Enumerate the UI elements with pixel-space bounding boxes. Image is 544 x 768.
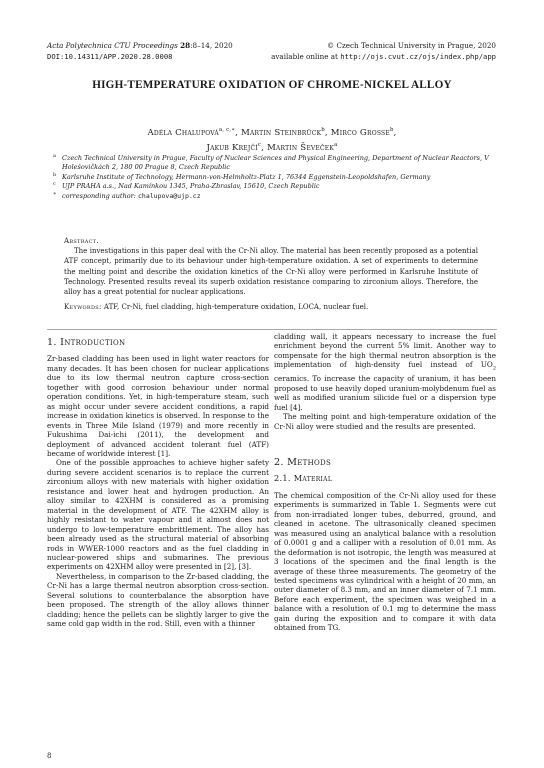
section-heading-introduction: 1. Introduction bbox=[47, 337, 126, 348]
copyright-text: © Czech Technical University in Prague, 2020 bbox=[327, 41, 496, 50]
copyright-header bbox=[271, 40, 496, 62]
author-4: Jakub Krejčí$^c$, bbox=[206, 141, 267, 153]
subsection-heading-material: 2.1. Material bbox=[274, 473, 333, 484]
author-5: Martin Ševeček$^a$ bbox=[266, 141, 338, 153]
journal-volume: 28 bbox=[180, 41, 191, 50]
corresponding-author: ∗ corresponding author: chalupova@ujp.cz bbox=[53, 190, 201, 200]
affiliation-c: c UJP PRAHA a.s., Nad Kamínkou 1345, Praha-Zbraslav, 15610, Czech Republic bbox=[53, 181, 320, 191]
journal-pages: :8–14, 2020 bbox=[190, 41, 233, 50]
abstract-block bbox=[64, 236, 478, 312]
intro-paragraph-1: Zr-based cladding has been used in light water reactors for many decades. It has been chosen for nuclear applications due to its low thermal neutron capture cross-section together with good corrosion behaviour under normal operation conditions. Yet, in high-temperature steam, such as might occur under severe accident conditions, a rapid increase in oxidation kinetics is observed. In response to the events in Three Mile Island (1979) and more recently in Fukushima Dai-ichi (2011), the development and deployment of advanced accident tolerant fuel (ATF) became of worldwide interest [1]. bbox=[47, 354, 269, 458]
journal-url-link[interactable]: http://ojs.cvut.cz/ojs/index.php/app bbox=[340, 52, 496, 61]
affiliation-a: a Czech Technical University in Prague, Faculty of Nuclear Sciences and Physical Engineering, Department of Nuclear Reactors, V Holešovičkách 2, 180 00 Prague 8, Czech Republic bbox=[53, 153, 489, 172]
author-3: Mirco Grosse$^b$, bbox=[330, 127, 397, 138]
abstract-label: Abstract. bbox=[64, 237, 99, 245]
intro-paragraph-5: The melting point and high-temperature oxidation of the Cr-Ni alloy were studied and the results are presented. bbox=[274, 412, 496, 431]
author-list bbox=[60, 124, 484, 154]
intro-paragraph-2: One of the possible approaches to achieve higher safety during severe accident scenarios is to replace the current zirconium alloys with new materials with higher oxidation resistance and lower heat and hydrogen production. An alloy similar to 42XHM is considered as a promising material in the development of ATF. The 42XHM alloy is highly resistant to water vapour and it almost does not undergo to low-temperature embrittlement. The alloy has been already used as the structural material of absorbing rods in WWER-1000 reactors and as the fuel cladding in nuclear-powered ships and submarines. The previous experiments on 42XHM alloy were presented in [2], [3]. bbox=[47, 458, 269, 572]
page-number: 8 bbox=[47, 752, 52, 760]
journal-name: Acta Polytechnica CTU Proceedings bbox=[47, 41, 178, 50]
author-1: Adéla Chalupová$^{a, c,∗}$, bbox=[147, 127, 242, 138]
methods-paragraph-1: The chemical composition of the Cr-Ni alloy used for these experiments is summarized in Table 1. Segments were cut from non-irradiated longer tubes, deburred, ground, and cleaned in acetone. The ultrasonically cleaned specimen was measured using an analytical balance with a resolution of 0.0001 g and a calliper with a resolution of 0.01 mm. As the deformation is not isotropic, the length was measured at 3 locations of the specimen and the final length is the average of these three measurements. The geometry of the tested specimens was cylindrical with a height of 20 mm, an outer diameter of 8.3 mm, and an inner diameter of 7.1 mm. Before each experiment, the specimen was weighed in a balance with a resolution of 0.1 mg to determine the mass gain during the exposition and to compare it with data obtained from TG. bbox=[274, 490, 496, 633]
paper-title: HIGH-TEMPERATURE OXIDATION OF CHROME-NICKEL ALLOY bbox=[92, 79, 452, 91]
abstract-divider bbox=[47, 329, 497, 330]
affiliation-b: b Karlsruhe Institute of Technology, Hermann-von-Helmholtz-Platz 1, 76344 Eggenstein-Leopoldshafen, Germany bbox=[53, 171, 431, 181]
affiliation-list bbox=[53, 154, 493, 201]
section-heading-methods: 2. Methods bbox=[274, 456, 332, 468]
corresponding-email-link[interactable]: chalupova@ujp.cz bbox=[138, 191, 201, 200]
right-column bbox=[274, 332, 496, 633]
doi-text: DOI:10.14311/APP.2020.28.0008 bbox=[47, 52, 173, 61]
intro-paragraph-3: Nevertheless, in comparison to the Zr-based cladding, the Cr-Ni has a large thermal neutron absorption cross-section. Several solutions to counterbalance the absorption have been proposed. The strength of the alloy allows thinner cladding; hence the pellets can be slightly larger to give the same cold gap width in the rod. Still, even with a thinner bbox=[47, 571, 269, 629]
author-2: Martin Steinbrück$^b$, bbox=[241, 127, 331, 138]
keywords: Keywords: ATF, Cr-Ni, fuel cladding, high-temperature oxidation, LOCA, nuclear fuel. bbox=[64, 303, 369, 312]
abstract-text: The investigations in this paper deal with the Cr-Ni alloy. The material has been recently proposed as a potential ATF concept, primarily due to its behaviour under high-temperature oxidation. A set of experiments to determine the melting point and describe the oxidation kinetics of the Cr-Ni alloy were performed in Karlsruhe Institute of Technology. Presented results reveal its superb oxidation resistance comparing to zirconium alloys. Therefore, the alloy has a great potential for nuclear applications. bbox=[64, 247, 478, 297]
journal-header bbox=[47, 40, 233, 62]
availability-text: available online at bbox=[271, 52, 338, 61]
left-column bbox=[47, 338, 269, 629]
intro-paragraph-4: cladding wall, it appears necessary to increase the fuel enrichment beyond the current 5% limit. Another way to compensate for the high thermal neutron absorption is the implementation of high-density fuel instead of $UO_2$ ceramics. To increase the capacity of uranium, it has been proposed to use heavily doped uranium-molybdenum fuel as well as modified uranium silicide fuel or a dispersion type fuel [4]. bbox=[274, 332, 496, 412]
